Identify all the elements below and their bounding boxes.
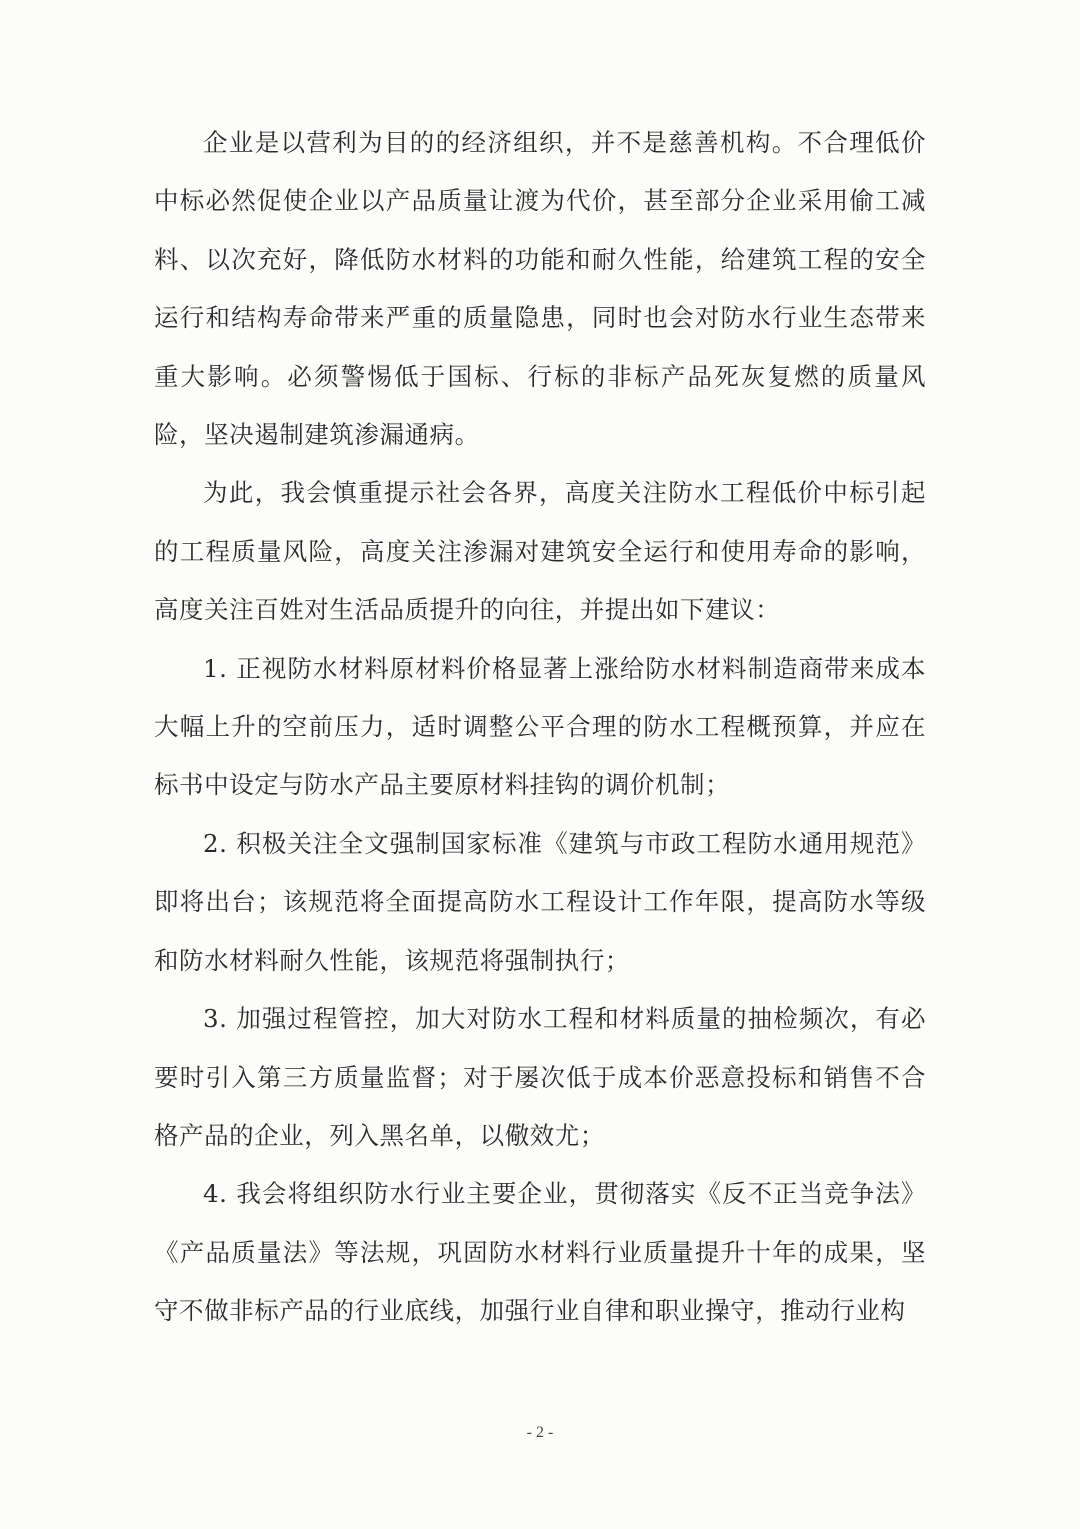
paragraph-suggestion-2: 2. 积极关注全文强制国家标准《建筑与市政工程防水通用规范》即将出台；该规范将全面提高防水工程设计工作年限，提高防水等级和防水材料耐久性能，该规范将强制执行； xyxy=(154,828,926,975)
paragraph-suggestion-1: 1. 正视防水材料原材料价格显著上涨给防水材料制造商带来成本大幅上升的空前压力，适时调整公平合理的防水工程概预算，并应在标书中设定与防水产品主要原材料挂钩的调价机制； xyxy=(154,653,926,800)
paragraph-suggestion-3: 3. 加强过程管控，加大对防水工程和材料质量的抽检频次，有必要时引入第三方质量监督；对于屡次低于成本价恶意投标和销售不合格产品的企业，列入黑名单，以儆效尤； xyxy=(154,1004,926,1150)
paragraph-profit-risk: 企业是以营利为目的的经济组织，并不是慈善机构。不合理低价中标必然促使企业以产品质量让渡为代价，甚至部分企业采用偷工减料、以次充好，降低防水材料的功能和耐久性能，给建筑工程的安全运行和结构寿命带来严重的质量隐患，同时也会对防水行业生态带来重大影响。必须警惕低于国标、行标的非标产品死灰复燃的质量风险，坚决遏制建筑渗漏通病。 xyxy=(154,128,926,450)
page-number: - 2 - xyxy=(526,1424,554,1441)
document-body xyxy=(154,114,926,1341)
paragraph-suggestion-4: 4. 我会将组织防水行业主要企业，贯彻落实《反不正当竞争法》《产品质量法》等法规，巩固防水材料行业质量提升十年的成果，坚守不做非标产品的行业底线，加强行业自律和职业操守，推动行业构 xyxy=(154,1179,926,1326)
paragraph-appeal: 为此，我会慎重提示社会各界，高度关注防水工程低价中标引起的工程质量风险，高度关注渗漏对建筑安全运行和使用寿命的影响，高度关注百姓对生活品质提升的向往，并提出如下建议： xyxy=(154,478,926,625)
